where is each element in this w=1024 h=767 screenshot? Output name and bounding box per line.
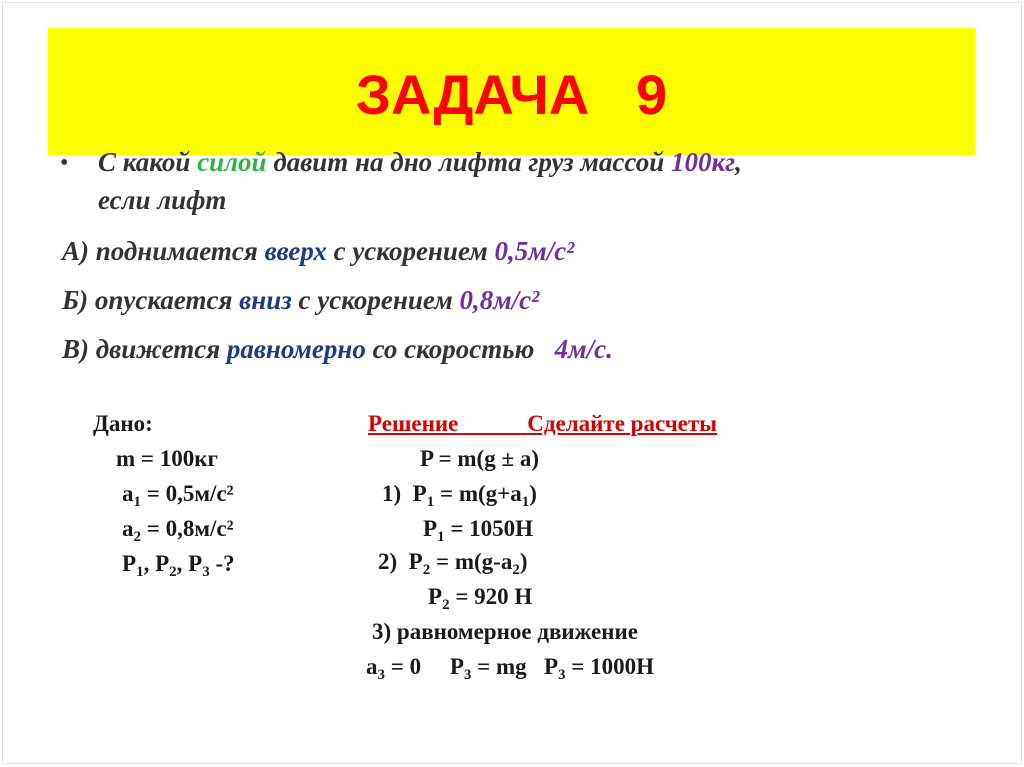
task-line-1 bbox=[98, 146, 742, 178]
header-underline-gap bbox=[458, 411, 527, 436]
given-mass: m = 100кг bbox=[116, 446, 218, 471]
task-option-a bbox=[62, 235, 574, 267]
task-keyword-force: силой bbox=[197, 147, 267, 177]
option-text: В) движется bbox=[62, 334, 227, 364]
task-text: С какой bbox=[98, 147, 198, 177]
given-unknown: $P_1$, $P_2$, $P_3$ -? bbox=[122, 551, 235, 580]
solution-header: Решение bbox=[368, 411, 459, 436]
solution-step-1: 1) $P_1 = m(g+a_1)$ bbox=[382, 481, 537, 510]
bullet-marker: • bbox=[60, 150, 69, 176]
result-3: $a_3 = 0$ $P_3$ = mg $P_3 = 1000Н$ bbox=[366, 654, 654, 683]
option-text: со скоростью bbox=[365, 334, 555, 364]
option-value: 0,8м/с² bbox=[459, 285, 540, 315]
option-text: с ускорением bbox=[326, 236, 495, 266]
task-text: давит на дно лифта груз массой bbox=[266, 147, 671, 177]
task-text: , bbox=[735, 147, 742, 177]
task-option-b bbox=[62, 284, 539, 316]
task-mass-value: 100кг bbox=[670, 147, 736, 177]
formula-general: P = m(g ± a) bbox=[420, 446, 539, 471]
task-option-c bbox=[62, 333, 613, 365]
slide-title: ЗАДАЧА 9 bbox=[355, 63, 668, 126]
option-text: А) поднимается bbox=[62, 236, 265, 266]
given-header: Дано: bbox=[93, 411, 153, 436]
result-2: $P_2 = 920$ Н bbox=[428, 584, 533, 613]
solution-step-2: 2) $P_2 = m(g-a_2)$ bbox=[378, 549, 528, 578]
calc-header: Сделайте расчеты bbox=[527, 411, 718, 436]
option-value: 0,5м/с² bbox=[494, 236, 575, 266]
given-a1: $a_1 = 0,5м/с^2$ bbox=[122, 481, 234, 510]
result-1: $P_1 = 1050Н$ bbox=[423, 516, 534, 545]
task-line-2: если лифт bbox=[98, 185, 227, 215]
option-text: Б) опускается bbox=[62, 285, 240, 315]
solution-header-row bbox=[368, 410, 717, 438]
given-a2: $a_2 = 0,8м/с^2$ bbox=[122, 516, 234, 545]
option-direction: вверх bbox=[264, 236, 327, 266]
solution-step-3: 3) равномерное движение bbox=[372, 619, 638, 644]
option-direction: равномерно bbox=[226, 334, 366, 364]
option-text: с ускорением bbox=[291, 285, 460, 315]
option-value: 4м/с. bbox=[554, 334, 613, 364]
option-direction: вниз bbox=[239, 285, 292, 315]
